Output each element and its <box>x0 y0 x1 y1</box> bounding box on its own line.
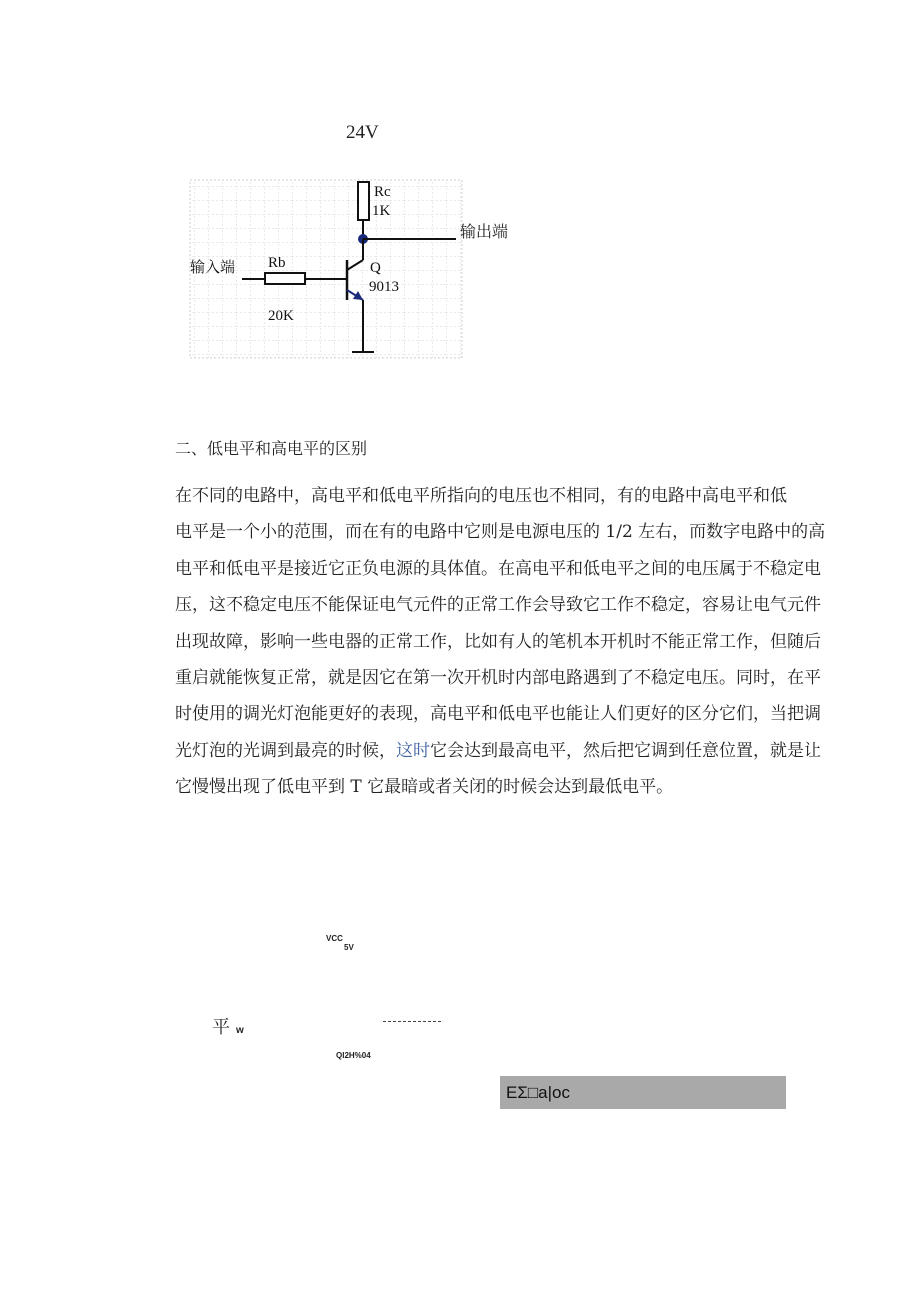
dashed-line <box>383 1021 441 1022</box>
rc-resistor <box>358 182 369 220</box>
section-heading: 二、低电平和高电平的区别 <box>175 439 368 458</box>
rc-label: Rc <box>374 184 391 200</box>
paragraph-line: 电平和低电平是接近它正负电源的具体值。在高电平和低电平之间的电压属于不稳定电 <box>175 558 821 579</box>
rb-value: 20K <box>268 308 294 324</box>
rb-label: Rb <box>268 255 286 271</box>
rb-resistor <box>265 273 305 284</box>
transistor-part: 9013 <box>369 279 399 295</box>
paragraph-line: 重启就能恢复正常，就是因它在第一次开机时内部电路遇到了不稳定电压。同时，在平 <box>175 668 821 689</box>
body-paragraph <box>175 478 826 806</box>
part-code-label: QI2H%04 <box>336 1051 371 1060</box>
fragment-text: 平w <box>212 1017 244 1038</box>
highlighted-text: 这时 <box>396 740 430 761</box>
rc-value: 1K <box>372 203 391 219</box>
vcc-label: VCC 5V <box>326 934 354 952</box>
transistor-label: Q <box>370 260 381 276</box>
supply-voltage-label: 24V <box>346 122 379 143</box>
output-label: 输出端 <box>460 222 509 241</box>
transistor-circuit-diagram <box>180 172 520 366</box>
paragraph-line: 电平是一个小的范围，而在有的电路中它则是电源电压的 1/2 左右，而数字电路中的高 <box>175 522 826 543</box>
paragraph-line: 压，这不稳定电压不能保证电气元件的正常工作会导致它工作不稳定，容易让电气元件 <box>175 595 821 616</box>
gray-caption-box: EΣ□a|oc <box>500 1076 786 1109</box>
paragraph-line: 光灯泡的光调到最亮的时候，这时它会达到最高电平，然后把它调到任意位置，就是让 <box>175 740 821 761</box>
paragraph-line: 时使用的调光灯泡能更好的表现，高电平和低电平也能让人们更好的区分它们，当把调 <box>175 704 821 725</box>
input-label: 输入端 <box>190 260 236 276</box>
paragraph-line: 它慢慢出现了低电平到 T 它最暗或者关闭的时候会达到最低电平。 <box>175 777 674 798</box>
paragraph-line: 在不同的电路中，高电平和低电平所指向的电压也不相同，有的电路中高电平和低 <box>175 486 787 506</box>
paragraph-line: 出现故障，影响一些电器的正常工作，比如有人的笔机本开机时不能正常工作，但随后 <box>175 631 821 652</box>
